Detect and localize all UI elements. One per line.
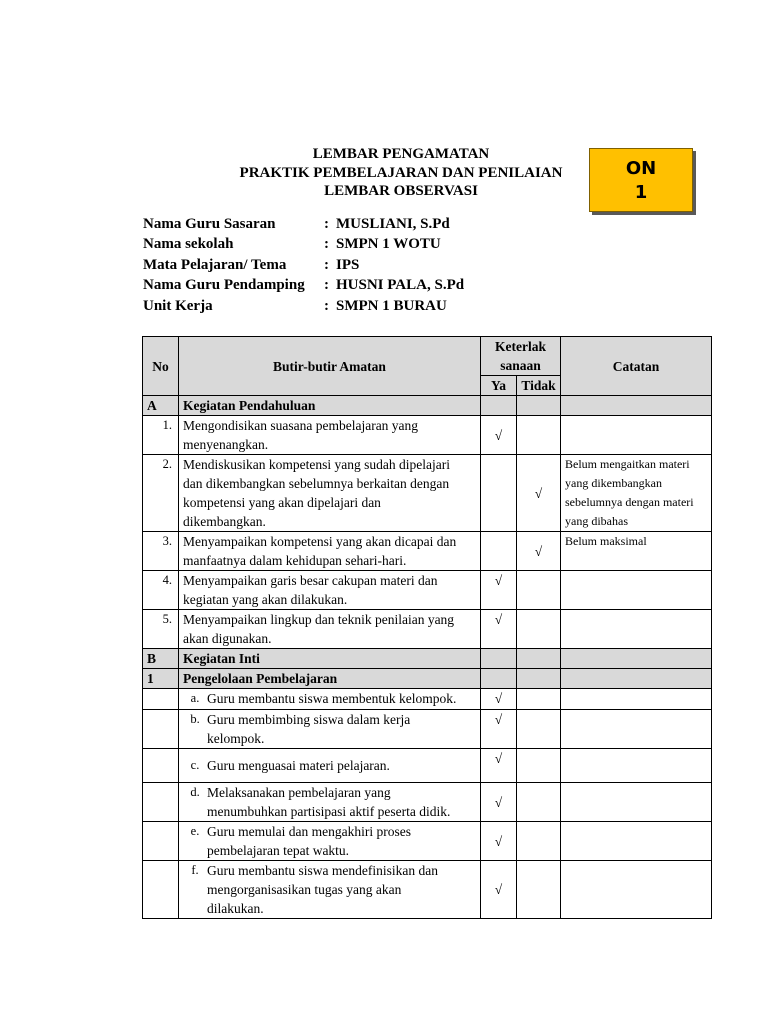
item-marker: a. (190, 691, 200, 705)
section-title: Kegiatan Inti (179, 649, 481, 669)
info-value: SMPN 1 WOTU (336, 236, 441, 253)
notes-cell (561, 416, 712, 455)
header-yes: Ya (481, 376, 517, 396)
item-line: menyenangkan. (183, 437, 269, 452)
item-marker: c. (190, 758, 200, 772)
item-line: Mengondisikan suasana pembelajaran yang (183, 418, 419, 433)
yes-cell: √ (481, 689, 517, 710)
item-line: Guru memulai dan mengakhiri proses (207, 824, 411, 839)
note-line: Belum mengaitkan materi (565, 457, 690, 471)
table-row (143, 822, 712, 861)
notes-cell (561, 783, 712, 822)
info-label: Nama Guru Pendamping (143, 277, 305, 294)
row-item (179, 861, 481, 919)
notes-cell (561, 822, 712, 861)
note-line: Belum maksimal (565, 534, 647, 548)
row-number: 3. (143, 532, 179, 571)
row-item (179, 416, 481, 455)
info-row (143, 255, 464, 276)
info-colon: : (324, 277, 329, 294)
header-notes: Catatan (561, 337, 712, 396)
observation-badge (589, 148, 693, 212)
item-marker: f. (191, 863, 199, 877)
item-line: kelompok. (207, 731, 265, 746)
empty-cell (143, 689, 179, 710)
row-number: 4. (143, 571, 179, 610)
info-value: SMPN 1 BURAU (336, 297, 447, 314)
row-item (179, 689, 481, 710)
not-cell: √ (517, 532, 561, 571)
empty-cell (561, 649, 712, 669)
yes-cell: √ (481, 610, 517, 649)
row-item (179, 610, 481, 649)
section-code: 1 (143, 669, 179, 689)
header-execution-line-1: Keterlak (495, 339, 546, 354)
row-number: 2. (143, 455, 179, 532)
item-marker: e. (190, 824, 200, 838)
not-cell (517, 822, 561, 861)
item-line: dikembangkan. (183, 514, 266, 529)
section-row (143, 669, 712, 689)
yes-cell: √ (481, 783, 517, 822)
item-line: menumbuhkan partisipasi aktif peserta didik. (207, 804, 451, 819)
info-colon: : (324, 215, 329, 232)
info-row (143, 235, 464, 256)
empty-cell (481, 396, 517, 416)
table-row (143, 749, 712, 783)
badge-line-1: ON (625, 158, 657, 179)
notes-cell (561, 532, 712, 571)
item-line: Mendiskusikan kompetensi yang sudah dipelajari (183, 457, 450, 472)
empty-cell (143, 749, 179, 783)
item-line: pembelajaran tepat waktu. (207, 843, 350, 858)
row-item (179, 749, 481, 783)
empty-cell (517, 396, 561, 416)
item-line: Melaksanakan pembelajaran yang (207, 785, 391, 800)
empty-cell (561, 396, 712, 416)
info-colon: : (324, 236, 329, 253)
item-line: dan dikembangkan sebelumnya berkaitan dengan (183, 476, 450, 491)
item-line: Guru membantu siswa mendefinisikan dan (207, 863, 438, 878)
info-row (143, 296, 464, 317)
doc-title-line-2: PRAKTIK PEMBELAJARAN DAN PENILAIAN (239, 165, 563, 181)
section-code: B (143, 649, 179, 669)
item-line: Guru membantu siswa membentuk kelompok. (207, 691, 457, 706)
item-line: kegiatan yang akan dilakukan. (183, 592, 348, 607)
notes-cell (561, 710, 712, 749)
item-line: Guru menguasai materi pelajaran. (207, 758, 390, 773)
empty-cell (143, 861, 179, 919)
section-row (143, 396, 712, 416)
info-label: Unit Kerja (143, 297, 213, 314)
item-line: Guru membimbing siswa dalam kerja (207, 712, 411, 727)
notes-cell (561, 455, 712, 532)
row-item (179, 571, 481, 610)
yes-cell: √ (481, 822, 517, 861)
yes-cell (481, 455, 517, 532)
item-line: mengorganisasikan tugas yang akan (207, 882, 402, 897)
info-label: Nama sekolah (143, 236, 234, 253)
notes-cell (561, 861, 712, 919)
row-item (179, 783, 481, 822)
section-title: Kegiatan Pendahuluan (179, 396, 481, 416)
notes-cell (561, 689, 712, 710)
yes-cell: √ (481, 749, 517, 783)
table-row (143, 571, 712, 610)
notes-cell (561, 610, 712, 649)
row-item (179, 455, 481, 532)
header-not: Tidak (517, 376, 561, 396)
table-row (143, 783, 712, 822)
item-line: akan digunakan. (183, 631, 272, 646)
not-cell: √ (517, 455, 561, 532)
info-row (143, 276, 464, 297)
yes-cell: √ (481, 861, 517, 919)
empty-cell (143, 783, 179, 822)
row-item (179, 822, 481, 861)
empty-cell (481, 669, 517, 689)
not-cell (517, 861, 561, 919)
item-marker: b. (190, 712, 200, 726)
item-marker: d. (190, 785, 200, 799)
empty-cell (561, 669, 712, 689)
not-cell (517, 610, 561, 649)
note-line: yang dibahas (565, 514, 628, 528)
not-cell (517, 689, 561, 710)
header-items: Butir-butir Amatan (179, 337, 481, 396)
item-line: Menyampaikan kompetensi yang akan dicapai dan (183, 534, 457, 549)
item-line: Menyampaikan lingkup dan teknik penilaian yang (183, 612, 455, 627)
identity-block (143, 214, 464, 317)
item-line: manfaatnya dalam kehidupan sehari-hari. (183, 553, 407, 568)
header-no: No (143, 337, 179, 396)
row-item (179, 532, 481, 571)
table-row (143, 610, 712, 649)
table-row (143, 532, 712, 571)
badge-line-2: 1 (634, 182, 648, 203)
notes-cell (561, 749, 712, 783)
notes-cell (561, 571, 712, 610)
info-label: Mata Pelajaran/ Tema (143, 256, 287, 273)
table-row (143, 710, 712, 749)
yes-cell: √ (481, 710, 517, 749)
empty-cell (517, 649, 561, 669)
header-execution-line-2: sanaan (500, 358, 541, 373)
empty-cell (143, 710, 179, 749)
row-number: 5. (143, 610, 179, 649)
section-row (143, 649, 712, 669)
empty-cell (143, 822, 179, 861)
note-line: sebelumnya dengan materi (565, 495, 694, 509)
info-value: HUSNI PALA, S.Pd (336, 277, 465, 294)
info-colon: : (324, 297, 329, 314)
not-cell (517, 416, 561, 455)
item-line: Menyampaikan garis besar cakupan materi dan (183, 573, 438, 588)
not-cell (517, 571, 561, 610)
item-line: dilakukan. (207, 901, 264, 916)
row-number: 1. (143, 416, 179, 455)
yes-cell: √ (481, 416, 517, 455)
info-colon: : (324, 256, 329, 273)
info-value: MUSLIANI, S.Pd (336, 215, 450, 232)
yes-cell (481, 532, 517, 571)
section-code: A (143, 396, 179, 416)
not-cell (517, 710, 561, 749)
doc-title-line-3: LEMBAR OBSERVASI (324, 183, 478, 199)
info-row (143, 214, 464, 235)
header-execution (481, 337, 561, 376)
table-row (143, 416, 712, 455)
observation-table (142, 336, 712, 919)
info-value: IPS (336, 256, 360, 273)
item-line: kompetensi yang akan dipelajari dan (183, 495, 381, 510)
yes-cell: √ (481, 571, 517, 610)
not-cell (517, 749, 561, 783)
not-cell (517, 783, 561, 822)
empty-cell (517, 669, 561, 689)
section-title: Pengelolaan Pembelajaran (179, 669, 481, 689)
info-label: Nama Guru Sasaran (143, 215, 276, 232)
note-line: yang dikembangkan (565, 476, 662, 490)
table-row (143, 861, 712, 919)
table-row (143, 689, 712, 710)
doc-title-line-1: LEMBAR PENGAMATAN (312, 146, 490, 162)
table-row (143, 455, 712, 532)
row-item (179, 710, 481, 749)
empty-cell (481, 649, 517, 669)
